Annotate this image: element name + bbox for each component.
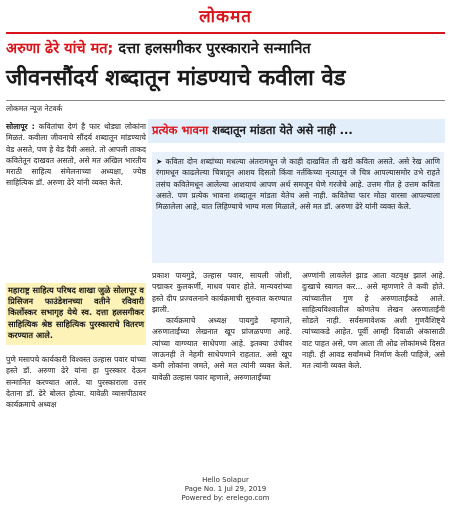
column-2-paragraph-2: कार्यक्रमाचे अध्यक्ष पायगुडे म्हणाले, अरुणाताईंच्या लेखनात खूप प्रांजळपणा आहे. त्यांच्या वाग्ण्यात साधेपणा आहे. इतक्या उंचीवर जाऊनही ते नेहमी साधेपणाने राहतात. असे खूप कमी लोकांना जमते, असे मत त्यांनी व्यक्त केले. यावेळी उल्हास पवार म्हणाले, अरुणाताईंच्या <box>152 316 292 382</box>
footer-powered-by: Powered by: erelego.com <box>181 494 270 502</box>
headline-divider <box>6 100 445 101</box>
footer-edition: Hello Solapur <box>202 476 249 484</box>
footer-page-date: Page No. 1 Jul 29, 2019 <box>184 485 267 493</box>
subhead-rest: शब्दातून मांडता येते असे नाही ... <box>212 123 353 137</box>
subhead-red-part: प्रत्येक भावना <box>152 123 209 137</box>
headline-rest: दत्ता हलसगीकर पुरस्काराने सन्मानित <box>118 41 311 57</box>
masthead-logo: लोकमत <box>199 7 252 27</box>
highlight-paragraph: कविता दोन शब्दांच्या मधल्या अंतरामधून जे काही दाखवित ती खरी कविता असते. असे रेख आणि रंगामधून काढलेल्या चित्रातून आशय दिसतो किंवा नर्तकिच्या नृत्यातून जे चित्र आपल्यासमोर उभे राहते तसंच कवितेमधून आलेल्या आशयाचं आपण अर्थ समजून घेणे गरजेचे आहे. उत्तम गीत हे उत्तम कविता असते. पण प्रत्येक भावना शब्दातून मांडता येतेच असे नाही. कवितेचा फार मोठा वारसा आपल्याला मिळालेला आहे, यात लिहिण्याचे भाग्य मला मिळाले, असे मत डॉ. अरुणा ढेरे यांनी व्यक्त केले. <box>156 157 440 212</box>
column-1-bottom <box>6 354 146 410</box>
headline <box>6 40 445 58</box>
subhead <box>152 123 444 138</box>
bullet-icon: ➤ <box>156 157 166 166</box>
column-1-bottom-paragraph: पुणे मसापचे कार्यकारी विश्वस्त उल्हास पवार यांच्या हस्ते डॉ. अरुणा ढेरे यांना हा पुरस्कार देऊन सन्मानित करण्यात आले. या पुरस्काराला उत्तर देताना डॉ. ढेरे बोलत होत्या. यावेळी व्यासपीठावर कार्यक्रमाचे अध्यक्ष <box>6 355 146 410</box>
subheadline: जीवनसौंदर्य शब्दातून मांडण्याचे कवीला वेड <box>6 66 346 91</box>
column-3 <box>302 270 445 372</box>
byline: लोकमत न्यूज नेटवर्क <box>6 104 63 113</box>
column-2-paragraph-1: प्रकाश पायगुडे, उल्हास पवार, सायली जोशी, पद्माकर कुलकर्णी, माधव पवार होते. मान्यवरांच्या हस्ते दीप प्रज्वलनाने कार्यक्रमाची सुरुवात करण्यात झाली. <box>152 271 292 314</box>
headline-red-part: अरुणा ढेरे यांचे मत; <box>6 41 114 57</box>
masthead-divider <box>6 32 445 34</box>
column-1-paragraph: कवितांचा देणं है फार थोड्या लोकांना मिळतं. कवीला जीवनाचे सौंदर्य शब्दातून मांडण्याचे वेड असते, पण हे वेड दैवी असते. तो आपली ताकद कवितेतून दाखवत असतो, असे मत अखिल भारतीय मराठी साहित्य संमेलनाच्या अध्यक्षा, ज्येष्ठ साहित्यिक डॉ. अरुणा ढेरे यांनी व्यक्त केले. <box>6 122 146 188</box>
column-2 <box>152 270 292 383</box>
footer <box>0 476 451 503</box>
pull-quote: महाराष्ट्र साहित्य परिषद शाखा जुळे सोलापूर व प्रिसिजन फाउंडेशनच्या वतीने रविवारी किर्लोस्कर सभागृह येथे स्व. दत्ता हलसगीकर साहित्यिक श्रेष्ठ साहित्यिक पुरस्काराचे वितरण करण्यात आले. <box>8 285 144 340</box>
dateline: सोलापूर : <box>6 122 35 131</box>
highlight-box-text <box>156 156 440 212</box>
column-1-top <box>6 121 146 189</box>
column-3-paragraph: अण्णांनी लावलेलं झाड आता वटवृक्ष झालं आहे. दुःखाचे स्वागत कर... असे म्हणणारे ते कवी होते. त्यांच्यातील गुण हे अरुणाताईंकडे आले. साहित्यविश्वातील कोणतेच लेखन अरुणाताईंनी सोडले नाही. सर्वसमावेशक अशी गुणवैशिष्ट्ये त्यांच्याकडे आहेत. पूर्वी आम्ही दिवाळी अंकासाठी वाट पाहत असे, पण आता ती ओढ लोकांमध्ये दिसत नाही. ही आवड सर्वांमध्ये निर्माण केली पाहिजे, असे मत त्यांनी व्यक्त केले. <box>302 271 445 371</box>
